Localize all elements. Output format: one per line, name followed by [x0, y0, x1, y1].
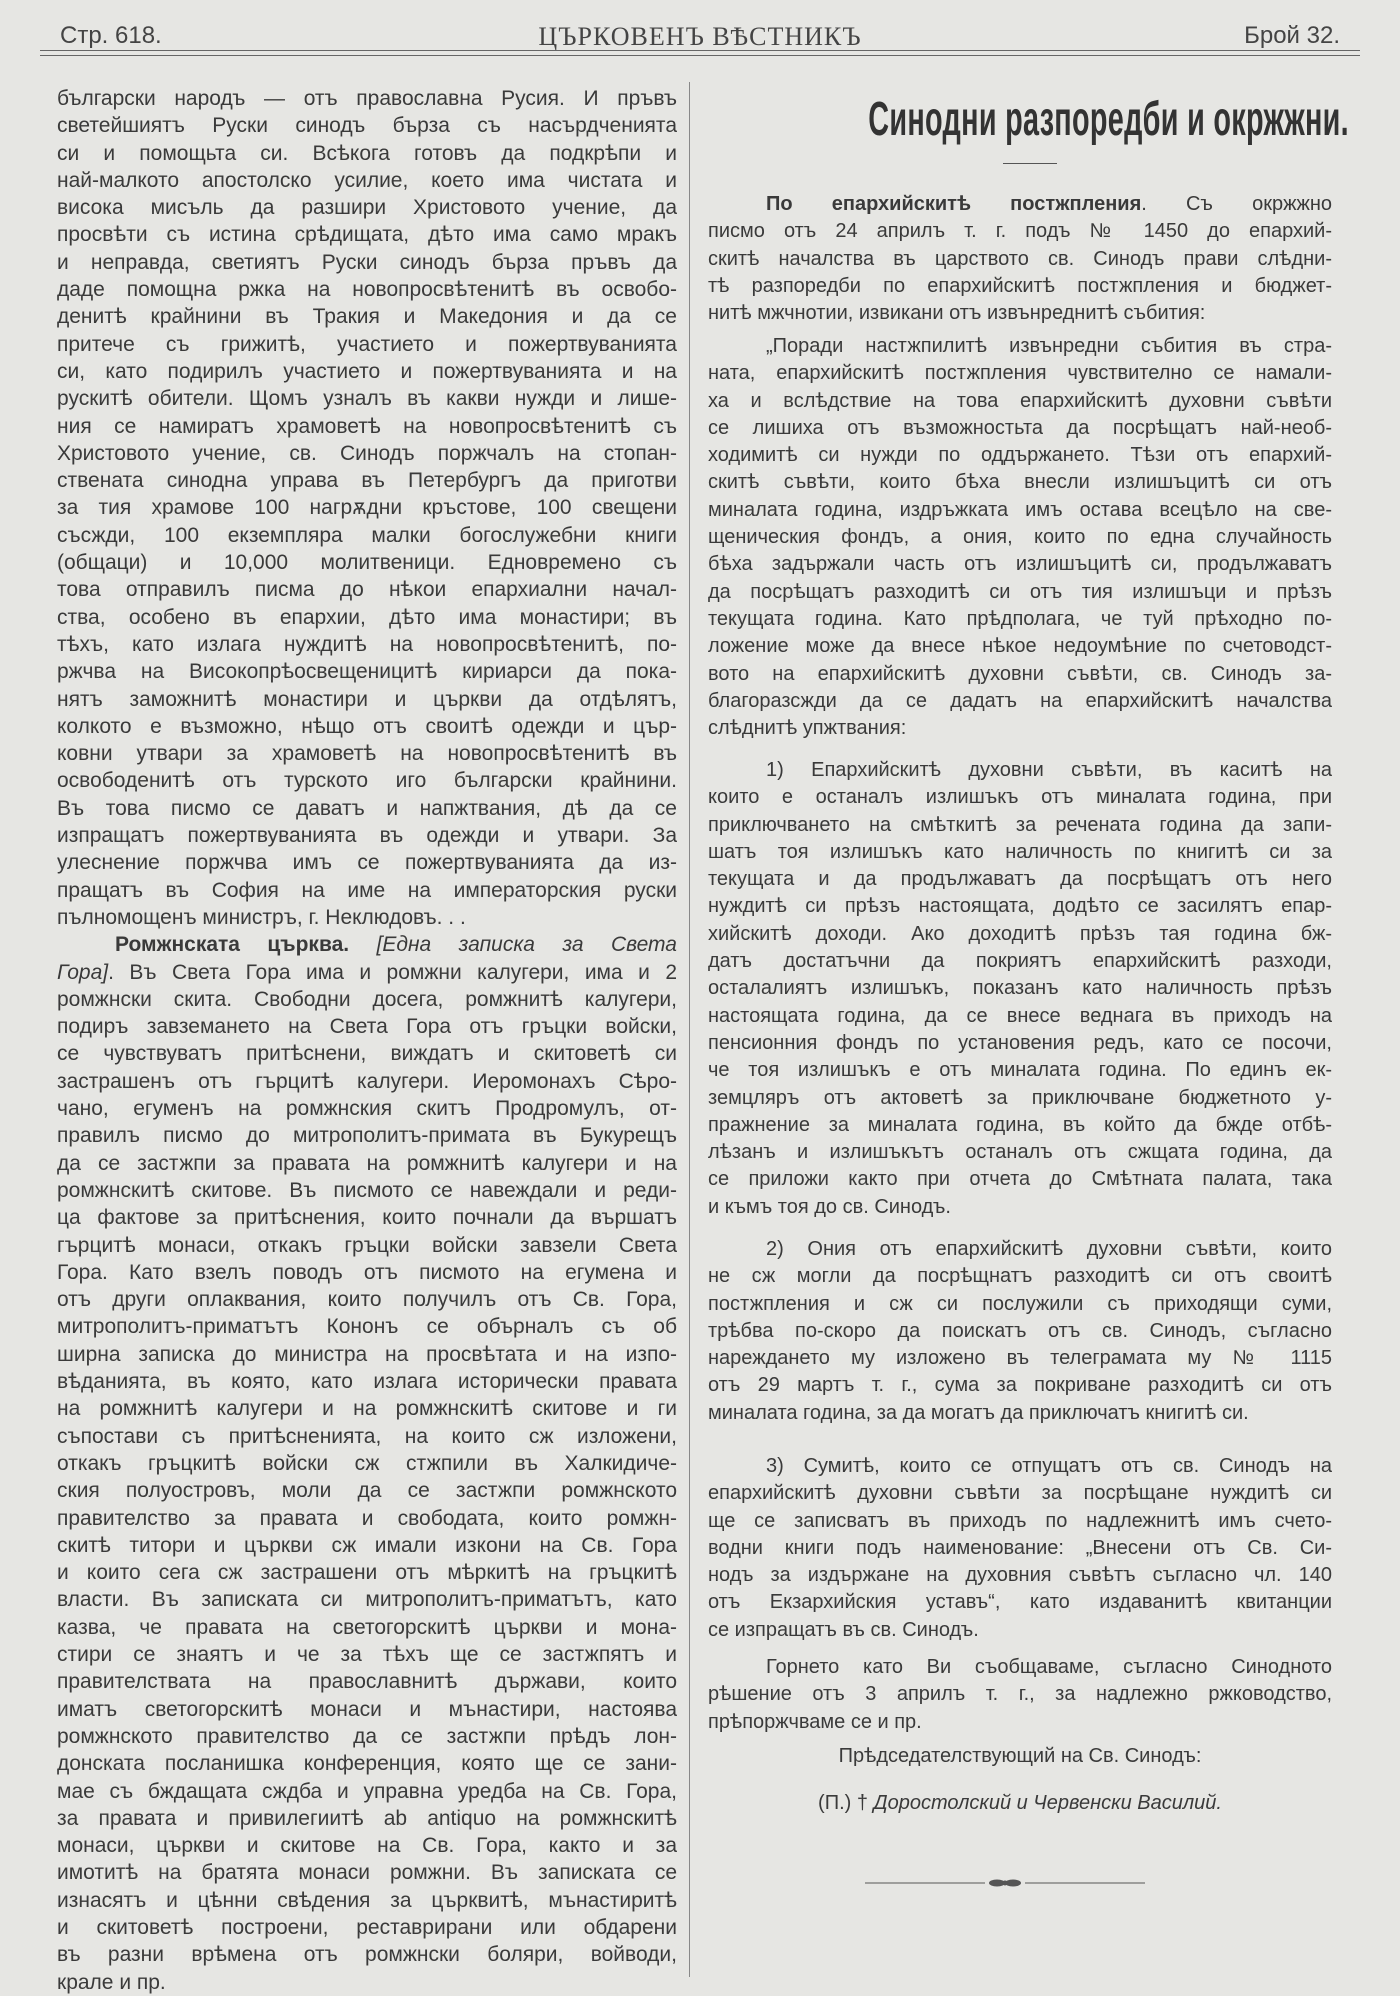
text-line: миналата година, издръжката имъ остава всецѣло на све- — [708, 498, 1332, 521]
text-line: денитѣ крайнини въ Тракия и Македония и да се — [57, 305, 677, 329]
text-line: рускитѣ обители. Щомъ узналъ въ какви нужди и лише- — [57, 387, 677, 411]
text-line: въ разни врѣмена отъ ромжнски боляри, войводи, — [57, 1943, 677, 1967]
text-line: отъ 29 мартъ т. г., сума за покриване разходитѣ си отъ — [708, 1374, 1332, 1397]
text-line: 2) Ония отъ епархийскитѣ духовни съвѣти, които — [766, 1238, 1332, 1260]
text-line: тѣ разпоредби по епархийскитѣ постжпления и бюджет- — [708, 274, 1332, 297]
text-line: ския полуостровъ, моли да се застжпи ромжнското — [57, 1479, 677, 1503]
text-line: ромжнскитѣ скитове. Въ писмото се навеждали и реди- — [57, 1178, 677, 1202]
text-line: притече съ грижитѣ, участието и пожертвуванията — [57, 332, 677, 356]
text-line — [57, 959, 677, 986]
text-line: ширна записка до министра на просвѣтата и на изпо- — [57, 1342, 677, 1366]
text-line: да посрѣщатъ разходитѣ си отъ тия излишъци и прѣзъ — [708, 580, 1332, 603]
text-line: се чувствуватъ притѣснени, виждатъ и скитоветѣ си — [57, 1042, 677, 1066]
issue-number: Брой 32. — [1244, 22, 1340, 49]
text-line: изнасятъ и цѣнни свѣдения за църквитѣ, мънастиритѣ — [57, 1888, 677, 1912]
instruction-1 — [708, 757, 1332, 1221]
text-line: се изпращатъ въ св. Синодъ. — [708, 1618, 979, 1641]
text-line: да се застжпи за правата на ромжнитѣ калугери и на — [57, 1151, 677, 1175]
text-line: Горнето като Ви съобщаваме, съгласно Синодното — [766, 1656, 1332, 1678]
text-line: пражнение за миналата година, въ който да бжде отбѣ- — [708, 1113, 1332, 1136]
text-line: ния се намиратъ храмоветѣ на новопросвѣтенитѣ съ — [57, 414, 677, 438]
text-line: Въ това писмо се даватъ и напжтвания, дѣ да се — [57, 796, 677, 820]
italic-text: [Една записка за Света — [376, 933, 677, 957]
text-line: трѣбва по-скоро да поискатъ отъ св. Синодъ, съгласно — [708, 1319, 1332, 1342]
text-line: ства, особено въ епархии, дѣто има монастири; въ — [57, 605, 677, 629]
text-line: на ромжнитѣ калугери и на ромжнскитѣ скитове и ги — [57, 1397, 677, 1421]
text-line: които е останалъ излишъкъ отъ миналата година, при — [708, 786, 1332, 809]
closing-paragraph — [708, 1654, 1332, 1736]
text-line: откакъ гръцкитѣ войски сж стжпили въ Халкидиче- — [57, 1451, 677, 1475]
text-line: имотитѣ на братята монаси ромжни. Въ записката се — [57, 1861, 677, 1885]
text-line: ложение може да внесе нѣкое недоумѣние по счетоводст- — [708, 635, 1332, 658]
text-line: правителство за правата и свободата, които ромжн- — [57, 1506, 677, 1530]
text-line: се лишиха отъ възможностьта да посрѣщатъ най-необ- — [708, 416, 1332, 439]
text-line: щеническия фондъ, а ония, които по една случайность — [708, 526, 1332, 549]
text-line: лѣзанъ и излишъкътъ останалъ отъ сжщата година, да — [708, 1141, 1332, 1164]
text-line: настоящата година, да се внесе веднага въ приходъ на — [708, 1004, 1332, 1027]
signature — [708, 1790, 1332, 1817]
text-line: „Поради настжпилитѣ извънредни събития въ стра- — [766, 335, 1332, 357]
text-line: висока мисъль да разшири Христовото учение, да — [57, 196, 677, 220]
text-line: тѣхъ, като излага нуждитѣ на новопросвѣтенитѣ, по- — [57, 632, 677, 656]
text-line: скитѣ началства въ царството св. Синодъ прави слѣдни- — [708, 247, 1332, 270]
text-line: ще се записватъ въ приходъ по надлежнитѣ имъ счето- — [708, 1509, 1332, 1532]
article-paragraph — [57, 931, 677, 1996]
text-line: и къмъ тоя до св. Синодъ. — [708, 1195, 951, 1218]
text-line: постжпления и сж си послужили съ приходящи суми, — [708, 1292, 1332, 1315]
run-in-heading: По епархийскитѣ постжпления — [766, 193, 1142, 215]
text-line: иматъ светогорскитѣ монаси и мънастири, настоява — [57, 1697, 677, 1721]
text-line: хийскитѣ доходи. Ако доходитѣ прѣзъ тая година бж- — [708, 922, 1332, 945]
signature-part: Доростолский и Червенски Василий. — [873, 1792, 1222, 1814]
article-paragraph — [57, 85, 677, 931]
text-line: бѣха задържали часть отъ излишъцитѣ си, продължаватъ — [708, 553, 1332, 576]
text-line: шатъ тоя излишъкъ като наличность по книгитѣ си за — [708, 840, 1332, 863]
text-line: даде помощна ржка на новопросвѣтенитѣ въ освобо- — [57, 278, 677, 302]
title-rule — [1003, 163, 1057, 164]
section-title-text: Синодни разпоредби и окржжни. — [868, 93, 1349, 146]
page-number: Стр. 618. — [60, 22, 162, 49]
text-line: подиръ завземането на Света Гора отъ гръцки войски, — [57, 1015, 677, 1039]
text-line: Гора. Като взелъ поводъ отъ писмото на егумена и — [57, 1260, 677, 1284]
text-line: вото на епархийскитѣ духовни съвѣти, св. Синодъ за- — [708, 662, 1332, 685]
ornament-divider — [865, 1878, 1145, 1888]
text-line: просвѣти съ истина срѣдищата, дѣто има само мракъ — [57, 223, 677, 247]
text-line: застрашенъ отъ гърцитѣ калугери. Иеромонахъ Сѣро- — [57, 1069, 677, 1093]
text-line: благоразсжди да се дадатъ на епархийскитѣ началства — [708, 689, 1332, 712]
text-line: ходимитѣ си нужди по оддържането. Тѣзи отъ епархий- — [708, 444, 1332, 467]
text-line: нятъ заможнитѣ монастири и църкви да отдѣлятъ, — [57, 687, 677, 711]
text-line: монаси, църкви и скитове на Св. Гора, както и за — [57, 1834, 677, 1858]
text-line: ромжнски скита. Свободни досега, ромжнитѣ калугери, — [57, 987, 677, 1011]
text-line: за правата и привилегиитѣ ab antiquo на ромжнскитѣ — [57, 1806, 677, 1830]
text-line: 1) Епархийскитѣ духовни съвѣти, въ каситѣ на — [766, 759, 1332, 781]
text-line: и скитоветѣ построени, реставрирани или обдарени — [57, 1915, 677, 1939]
text-line: Христовото учение, св. Синодъ поржчалъ на стопан- — [57, 441, 677, 465]
text-line: мае съ бждащата сждба и управна уредба на Св. Гора, — [57, 1779, 677, 1803]
text-line: текущата и да продължаватъ да посрѣщатъ отъ него — [708, 868, 1332, 891]
text-line: митрополитъ-приматътъ Кононъ се обърналъ съ об — [57, 1315, 677, 1339]
text-line: за тия храмове 100 нагрѫдни кръстове, 100 свещени — [57, 496, 677, 520]
italic-text: Гора] — [57, 960, 109, 984]
text-line: 3) Сумитѣ, които се отпущатъ отъ св. Синодъ на — [766, 1455, 1332, 1477]
text-line: текущата година. Като прѣдполага, че туй прѣходно по- — [708, 607, 1332, 630]
text-line: светейшиятъ Руски синодъ бърза съ насърдченията — [57, 114, 677, 138]
text-line: ковни утвари за храмоветѣ на новопросвѣтенитѣ въ — [57, 742, 677, 766]
text-line: крале и пр. — [57, 1970, 166, 1994]
text-line: си и помощьта си. Всѣкога готовъ да подкрѣпи и — [57, 141, 677, 165]
text-line: миналата година, за да могатъ да приключатъ книгитѣ си. — [708, 1401, 1249, 1424]
text-line: осталалиятъ излишъкъ, показанъ като наличность прѣзъ — [708, 977, 1332, 1000]
text-line: правителствата на православнитѣ държави, които — [57, 1670, 677, 1694]
signer-title: Прѣдседателствующий на Св. Синодъ: — [838, 1745, 1202, 1767]
text-line: ха и вслѣдствие на това епархийскитѣ духовни съвѣти — [708, 389, 1332, 412]
text-line: ца фактове за притѣснения, които почнали да вършатъ — [57, 1206, 677, 1230]
text-line: пращатъ въ София на име на императорския руски — [57, 878, 677, 902]
text-line: улеснение поржчва имъ се пожертвуванията да из- — [57, 851, 677, 875]
text-line: отъ други оплаквания, които получилъ отъ Св. Гора, — [57, 1288, 677, 1312]
text-line: правилъ писмо до митрополитъ-примата въ Букурещъ — [57, 1124, 677, 1148]
section-title — [708, 92, 1349, 147]
text-line: датъ достатъчни да покриятъ епархийскитѣ разходи, — [708, 950, 1332, 973]
text-line: стири се знаятъ и че за тѣхъ ще се застжпятъ и — [57, 1643, 677, 1667]
text-segment: . Въ Света Гора има и ромжни калугери, има и 2 — [108, 960, 677, 984]
text-line: съсжди, 100 екземпляра малки богослужебни книги — [57, 523, 677, 547]
text-line: земцляръ отъ актоветѣ за приключване бюджетното у- — [708, 1086, 1332, 1109]
text-line: нодъ за издържане на духовния съвѣтъ съгласно чл. 140 — [708, 1564, 1332, 1587]
text-line: донската посланишка конференция, която ще се зани- — [57, 1752, 677, 1776]
text-line: и които сега сж застрашени отъ мѣркитѣ на гръцкитѣ — [57, 1561, 677, 1585]
header-double-rule — [40, 50, 1360, 56]
article-paragraph — [708, 191, 1332, 327]
text-line: власти. Въ записката си митрополитъ-приматътъ, като — [57, 1588, 677, 1612]
text-line: и неправда, светиятъ Руски синодъ бърза пръвъ да — [57, 250, 677, 274]
text-line: си, като подирилъ участието и пожертвуванията и на — [57, 359, 677, 383]
text-line: водни книги подъ наименование: „Внесени отъ Св. Си- — [708, 1536, 1332, 1559]
signature-part: (П.) † — [818, 1792, 874, 1814]
text-line: (общаци) и 10,000 молитвеници. Едновремено съ — [57, 551, 677, 575]
text-line: нареждането му изложено въ телеграмата му № 1115 — [708, 1347, 1332, 1370]
text-line: ната, епархийскитѣ постжпления чувствително се намали- — [708, 362, 1332, 385]
run-in-heading: Ромжнската църква. — [115, 933, 377, 957]
text-line: скитѣ съвѣти, които бѣха внесли излишъцитѣ си отъ — [708, 471, 1332, 494]
text-line: нитѣ мжчнотии, извикани отъ извънреднитѣ събития: — [708, 302, 1206, 325]
text-line: приключването на смѣткитѣ за речената година да запи- — [708, 813, 1332, 836]
text-line: ржчва на Високопрѣосвещеницитѣ кириарси да пока- — [57, 660, 677, 684]
text-line: освободенитѣ отъ турското иго български крайнини. — [57, 769, 677, 793]
text-line: рѣшение отъ 3 априлъ т. г., за надлежно ржководство, — [708, 1683, 1332, 1706]
text-line: съпостави съ притѣсненията, на които сж изложени, — [57, 1424, 677, 1448]
instruction-2 — [708, 1236, 1332, 1427]
newspaper-title: ЦЪРКОВЕНЪ ВѢСТНИКЪ — [538, 22, 862, 51]
text-line: гърцитѣ монаси, откакъ гръцки войски завзели Света — [57, 1233, 677, 1257]
text-line: слѣднитѣ упжтвания: — [708, 717, 907, 740]
text-line: вѣданията, въ която, като излага исторически правата — [57, 1370, 677, 1394]
text-line: прѣпоржчваме се и пр. — [708, 1710, 922, 1733]
text-line: отъ Екзархийския уставъ“, като издаванитѣ квитанции — [708, 1591, 1332, 1614]
instruction-3 — [708, 1453, 1332, 1644]
text-line: писмо отъ 24 априлъ т. г. подъ № 1450 до епархий- — [708, 220, 1332, 243]
text-line: че тоя излишъкъ е отъ миналата година. По единъ ек- — [708, 1059, 1332, 1082]
text-line: епархийскитѣ духовни съвѣти за посрѣщане нуждитѣ си — [708, 1482, 1332, 1505]
text-line: пенсионния фондъ по установения редъ, като се посочи, — [708, 1031, 1332, 1054]
text-line: ствената синодна управа въ Петербургъ да приготви — [57, 469, 677, 493]
text-line — [57, 931, 677, 958]
text-line: казва, че правата на светогорскитѣ църкви и мона- — [57, 1615, 677, 1639]
text-line: колкото е възможно, нѣщо отъ своитѣ одежди и цър- — [57, 714, 677, 738]
text-segment: . Съ окржжно — [1141, 193, 1332, 215]
text-line: български народъ — отъ православна Русия. И пръвъ — [57, 87, 677, 110]
text-line: изпращатъ пожертвуванията въ одежди и утвари. За — [57, 824, 677, 848]
text-line: се приложи както при отчета до Смѣтната палата, така — [708, 1168, 1332, 1191]
text-line: това отправилъ писма до нѣкои епархиални начал- — [57, 578, 677, 602]
text-line: ромжнското правителство да се застжпи прѣдъ лон- — [57, 1724, 677, 1748]
column-divider — [689, 82, 690, 1977]
text-line: скитѣ титори и църкви сж имали изкони на Св. Гора — [57, 1533, 677, 1557]
text-line: пълномощенъ министръ, г. Неклюдовъ. . . — [57, 905, 466, 929]
text-line: чано, егуменъ на ромжнския скитъ Продромулъ, от- — [57, 1097, 677, 1121]
text-line: нуждитѣ си прѣзъ настоящата, додѣто се засилятъ епар- — [708, 895, 1332, 918]
circular-quote — [708, 333, 1332, 742]
text-line: не сж могли да посрѣщнатъ разходитѣ си отъ своитѣ — [708, 1265, 1332, 1288]
text-line: най-малкото апостолско усилие, което има чистата и — [57, 168, 677, 192]
text-line — [708, 191, 1332, 218]
